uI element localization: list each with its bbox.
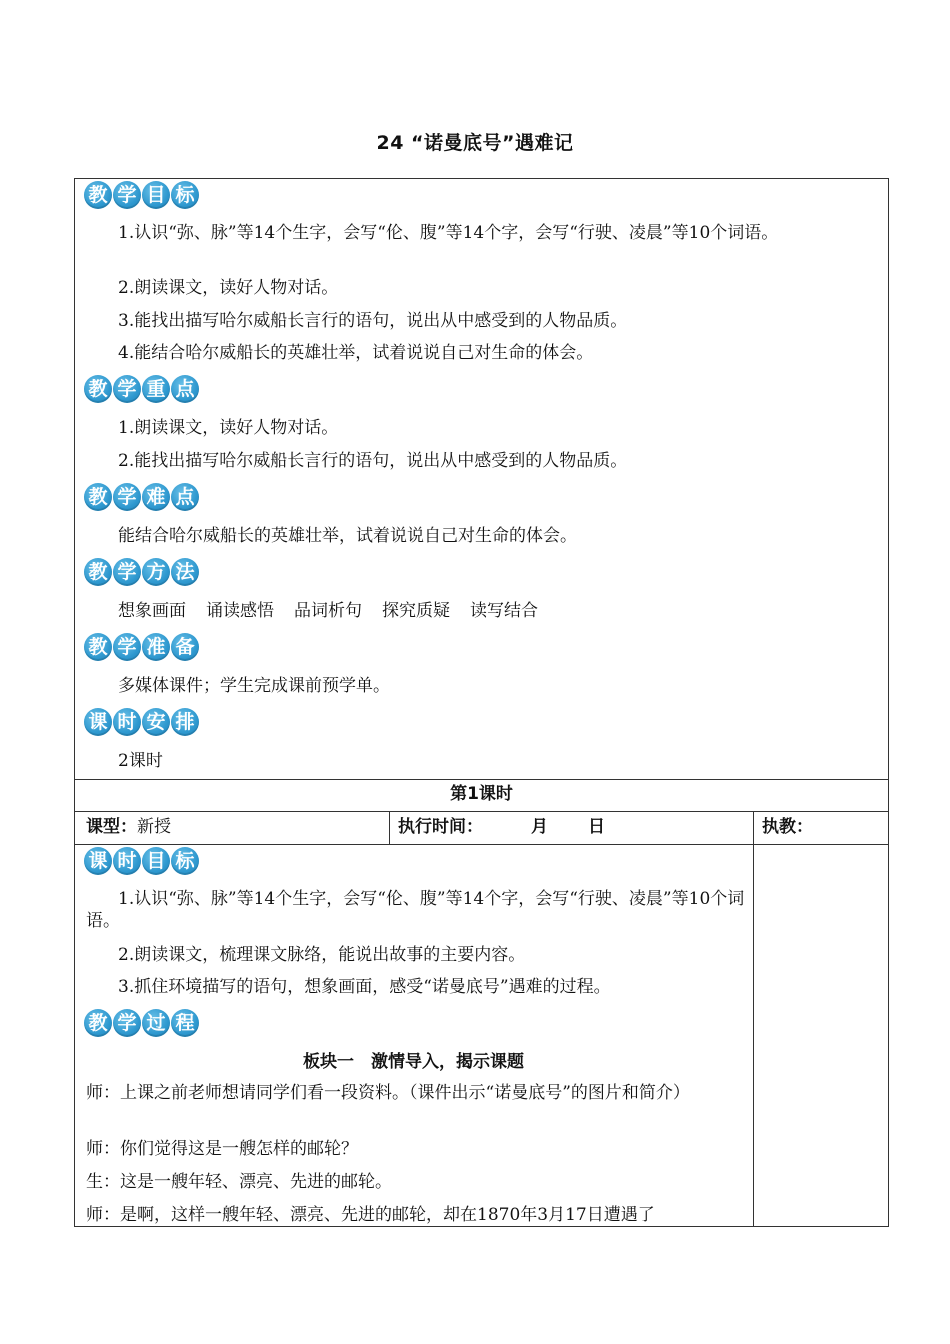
lesson-goal-item: 3.抓住环境描写的语句，想象画面，感受“诺曼底号”遇难的过程。 (118, 977, 611, 997)
goal-item: 3.能找出描写哈尔威船长言行的语句，说出从中感受到的人物品质。 (118, 311, 628, 331)
goal-item: 2.朗读课文，读好人物对话。 (118, 278, 339, 298)
goal-item: 1.认识“弥、脉”等14个生字，会写“伦、腹”等14个字，会写“行驶、凌晨”等10个词语。 (118, 223, 779, 243)
method-item: 读写结合 (470, 601, 538, 621)
key-points-badge: 教 学 重 点 (84, 375, 199, 403)
method-item: 诵读感悟 (206, 601, 274, 621)
schedule-badge: 课 时 安 排 (84, 708, 199, 736)
lesson-type: 课型：新授 (86, 817, 171, 837)
preparation-badge: 教 学 准 备 (84, 633, 199, 661)
dialogue-line: 生：这是一艘年轻、漂亮、先进的邮轮。 (86, 1172, 392, 1192)
execution-time: 执行时间： 月 日 (398, 817, 605, 837)
teaching-process-badge: 教 学 过 程 (84, 1009, 199, 1037)
table-divider (74, 779, 889, 780)
lesson-goal-item: 2.朗读课文，梳理课文脉络，能说出故事的主要内容。 (118, 945, 526, 965)
table-divider (74, 844, 889, 845)
method-item: 品词析句 (294, 601, 362, 621)
teaching-goals-badge: 教 学 目 标 (84, 181, 199, 209)
schedule-text: 2课时 (118, 751, 163, 771)
difficulties-text: 能结合哈尔威船长的英雄壮举，试着说说自己对生命的体会。 (118, 526, 577, 546)
table-divider (389, 811, 390, 844)
dialogue-line: 师：上课之前老师想请同学们看一段资料。（课件出示“诺曼底号”的图片和简介） (86, 1083, 690, 1103)
preparation-text: 多媒体课件；学生完成课前预学单。 (118, 676, 390, 696)
lesson-goal-item: 1.认识“弥、脉”等14个生字，会写“伦、腹”等14个字，会写“行驶、凌晨”等10个词语。 (86, 889, 745, 931)
table-divider (74, 811, 889, 812)
document-title: 24 “诺曼底号”遇难记 (376, 132, 574, 154)
key-point-item: 1.朗读课文，读好人物对话。 (118, 418, 339, 438)
method-item: 探究质疑 (382, 601, 450, 621)
block-title: 板块一 激情导入，揭示课题 (303, 1052, 524, 1072)
dialogue-line: 师：你们觉得这是一艘怎样的邮轮？ (86, 1139, 358, 1159)
dialogue-line: 师：是啊，这样一艘年轻、漂亮、先进的邮轮，却在1870年3月17日遭遇了 (86, 1205, 655, 1225)
goal-item: 4.能结合哈尔威船长的英雄壮举，试着说说自己对生命的体会。 (118, 343, 594, 363)
lesson-heading: 第1课时 (450, 784, 513, 804)
table-divider (753, 811, 754, 1227)
difficulties-badge: 教 学 难 点 (84, 483, 199, 511)
method-item: 想象画面 (118, 601, 186, 621)
teacher-label: 执教： (762, 817, 813, 837)
key-point-item: 2.能找出描写哈尔威船长言行的语句，说出从中感受到的人物品质。 (118, 451, 628, 471)
lesson-goals-badge: 课 时 目 标 (84, 847, 199, 875)
methods-badge: 教 学 方 法 (84, 558, 199, 586)
methods-list (86, 600, 881, 622)
